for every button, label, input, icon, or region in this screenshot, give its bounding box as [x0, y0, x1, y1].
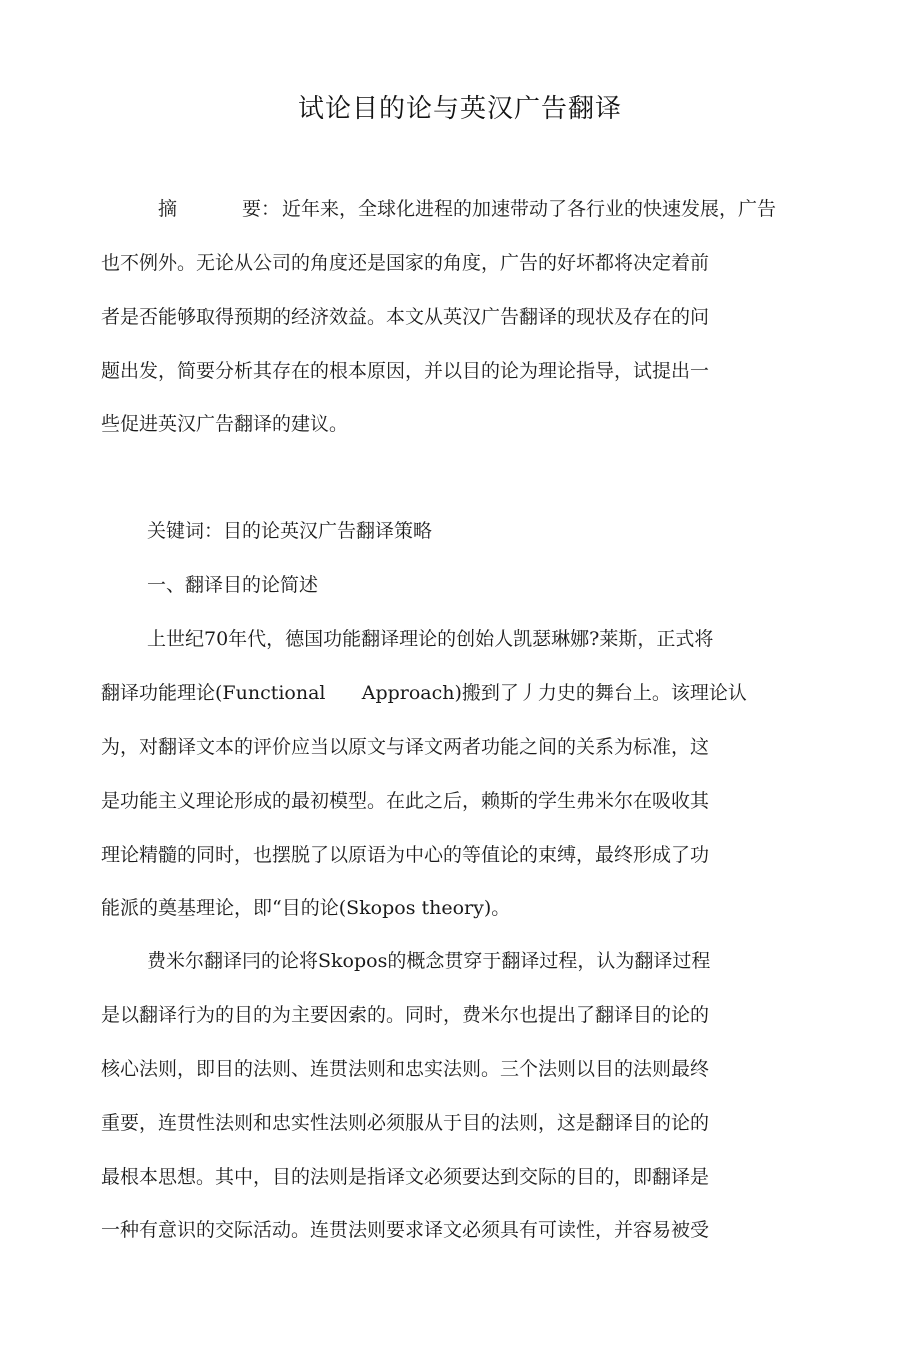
- abstract-line-3: 者是否能够取得预期的经济效益。本文从英汉广告翻译的现状及存在的问: [101, 306, 710, 328]
- keywords: 关键词：目的论英汉广告翻译策略: [147, 520, 433, 542]
- paragraph1-line-4: 是功能主义理论形成的最初模型。在此之后，赖斯的学生弗米尔在吸收其: [101, 790, 710, 812]
- paragraph1-line-2: 翻译功能理论(Functional Approach)搬到了丿力史的舞台上。该理论认: [101, 682, 747, 704]
- abstract-line-1: 近年来，全球化进程的加速带动了各行业的快速发展，广告: [282, 198, 777, 220]
- abstract-line-2: 也不例外。无论从公司的角度还是国家的角度，广告的好坏都将决定着前: [101, 252, 710, 274]
- abstract-line-4: 题出发，简要分析其存在的根本原因，并以目的论为理论指导，试提出一: [101, 360, 710, 382]
- paragraph1-line-6: 能派的奠基理论，即“目的论(Skopos theory)。: [101, 897, 511, 919]
- paragraph2-line-1: 费米尔翻译冃的论将Skopos的概念贯穿于翻译过程，认为翻译过程: [147, 950, 711, 972]
- paragraph2-line-5: 最根本思想。其中，目的法则是指译文必须要达到交际的目的，即翻译是: [101, 1166, 710, 1188]
- paragraph1-line-1: 上世纪70年代，德国功能翻译理论的创始人凯瑟琳娜?莱斯，正式将: [147, 628, 714, 650]
- paragraph2-line-3: 核心法则，即目的法则、连贯法则和忠实法则。三个法则以目的法则最终: [101, 1058, 710, 1080]
- paragraph1-line-3: 为，对翻译文本的评价应当以原文与译文两者功能之间的关系为标准，这: [101, 736, 710, 758]
- abstract-line-5: 些促进英汉广告翻译的建议。: [101, 413, 349, 435]
- paragraph2-line-6: 一种有意识的交际活动。连贯法则要求译文必须具有可读性，并容易被受: [101, 1219, 710, 1241]
- section-heading: 一、翻译目的论简述: [147, 574, 319, 596]
- abstract-label-char-2: 要：: [242, 198, 281, 220]
- document-title: 试论目的论与英汉广告翻译: [297, 94, 622, 124]
- abstract-label-char-1: 摘: [158, 198, 178, 220]
- paragraph1-line-5: 理论精髓的同时，也摆脱了以原语为中心的等值论的束缚，最终形成了功: [101, 844, 710, 866]
- paragraph2-line-2: 是以翻译行为的目的为主要因索的。同时，费米尔也提出了翻译目的论的: [101, 1004, 710, 1026]
- paragraph2-line-4: 重要，连贯性法则和忠实性法则必须服从于目的法则，这是翻译目的论的: [101, 1112, 710, 1134]
